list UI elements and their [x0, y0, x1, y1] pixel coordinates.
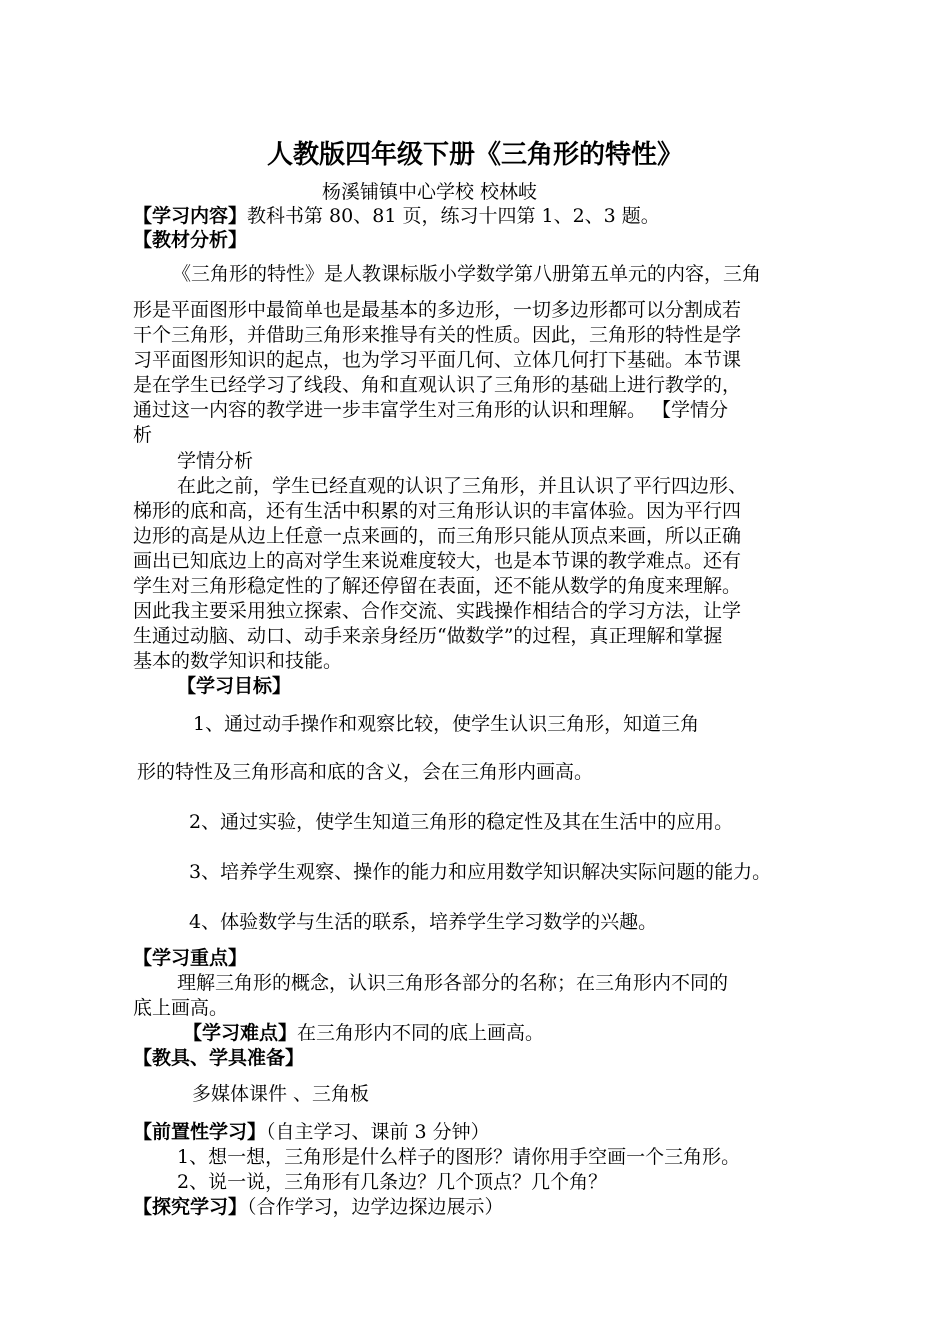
student-analysis-line: 因此我主要采用独立探索、合作交流、实践操作相结合的学习方法，让学: [133, 600, 742, 622]
preview-item: 1、想一想，三角形是什么样子的图形？请你用手空画一个三角形。: [177, 1146, 741, 1168]
key-points-line: 底上画高。: [133, 997, 229, 1019]
preview-note: （自主学习、课前 3 分钟）: [266, 1121, 490, 1143]
preview-item: 2、说一说，三角形有几条边？几个顶点？几个角？: [177, 1171, 608, 1193]
difficulty-text: 在三角形内不同的底上画高。: [297, 1022, 545, 1044]
materials-text: 多媒体课件 、三角板: [192, 1083, 370, 1105]
inquiry-label: 【探究学习】: [133, 1196, 248, 1218]
student-analysis-line: 画出已知底边上的高对学生来说难度较大，也是本节课的教学难点。还有: [133, 550, 742, 572]
objectives-label: 【学习目标】: [177, 675, 292, 697]
content-label: 【学习内容】: [133, 205, 248, 227]
objective-item: 4、体验数学与生活的联系，培养学生学习数学的兴趣。: [189, 911, 658, 933]
student-analysis-line: 在此之前，学生已经直观的认识了三角形，并且认识了平行四边形、: [177, 475, 748, 497]
student-analysis-line: 边形的高是从边上任意一点来画的，而三角形只能从顶点来画，所以正确: [133, 525, 742, 547]
difficulty-label: 【学习难点】: [183, 1022, 298, 1044]
preview-section: [133, 1120, 490, 1144]
content-section: [133, 204, 660, 228]
objective-item: 1、通过动手操作和观察比较，使学生认识三角形，知道三角: [193, 713, 700, 735]
textbook-analysis-line: 干个三角形，并借助三角形来推导有关的性质。因此，三角形的特性是学: [133, 324, 742, 346]
key-points-label: 【学习重点】: [133, 947, 248, 969]
student-analysis-heading: 学情分析: [177, 450, 254, 472]
preview-label: 【前置性学习】: [133, 1121, 267, 1143]
textbook-analysis-line: 是在学生已经学习了线段、角和直观认识了三角形的基础上进行教学的，: [133, 374, 742, 396]
textbook-analysis-line: 析: [133, 424, 153, 446]
materials-label: 【教具、学具准备】: [133, 1047, 305, 1069]
textbook-analysis-line: 通过这一内容的教学进一步丰富学生对三角形的认识和理解。 【学情分: [133, 399, 729, 421]
author-line: 杨溪铺镇中心学校 校林岐: [322, 181, 538, 203]
student-analysis-line: 基本的数学知识和技能。: [133, 650, 343, 672]
key-points-line: 理解三角形的概念，认识三角形各部分的名称；在三角形内不同的: [177, 972, 729, 994]
textbook-analysis-line: 《三角形的特性》是人教课标版小学数学第八册第五单元的内容，三角: [172, 263, 762, 285]
student-analysis-line: 学生对三角形稳定性的了解还停留在表面，还不能从数学的角度来理解。: [133, 575, 742, 597]
objective-item: 形的特性及三角形高和底的含义，会在三角形内画高。: [137, 761, 594, 783]
difficulty-section: [183, 1021, 544, 1045]
textbook-analysis-line: 习平面图形知识的起点，也为学习平面几何、立体几何打下基础。本节课: [133, 349, 742, 371]
document-title: 人教版四年级下册《三角形的特性》: [266, 140, 683, 170]
objective-item: 2、通过实验，使学生知道三角形的稳定性及其在生活中的应用。: [189, 811, 734, 833]
inquiry-section: [133, 1195, 504, 1219]
textbook-analysis-label: 【教材分析】: [133, 229, 248, 251]
student-analysis-line: 生通过动脑、动口、动手来亲身经历“做数学”的过程，真正理解和掌握: [133, 625, 723, 647]
objective-item: 3、培养学生观察、操作的能力和应用数学知识解决实际问题的能力。: [189, 861, 772, 883]
inquiry-note: （合作学习，边学边探边展示）: [247, 1196, 504, 1218]
student-analysis-line: 梯形的底和高，还有生活中积累的对三角形认识的丰富体验。因为平行四: [133, 500, 742, 522]
content-text: 教科书第 80、81 页，练习十四第 1、2、3 题。: [247, 205, 660, 227]
textbook-analysis-line: 形是平面图形中最简单也是最基本的多边形，一切多边形都可以分割成若: [133, 299, 742, 321]
